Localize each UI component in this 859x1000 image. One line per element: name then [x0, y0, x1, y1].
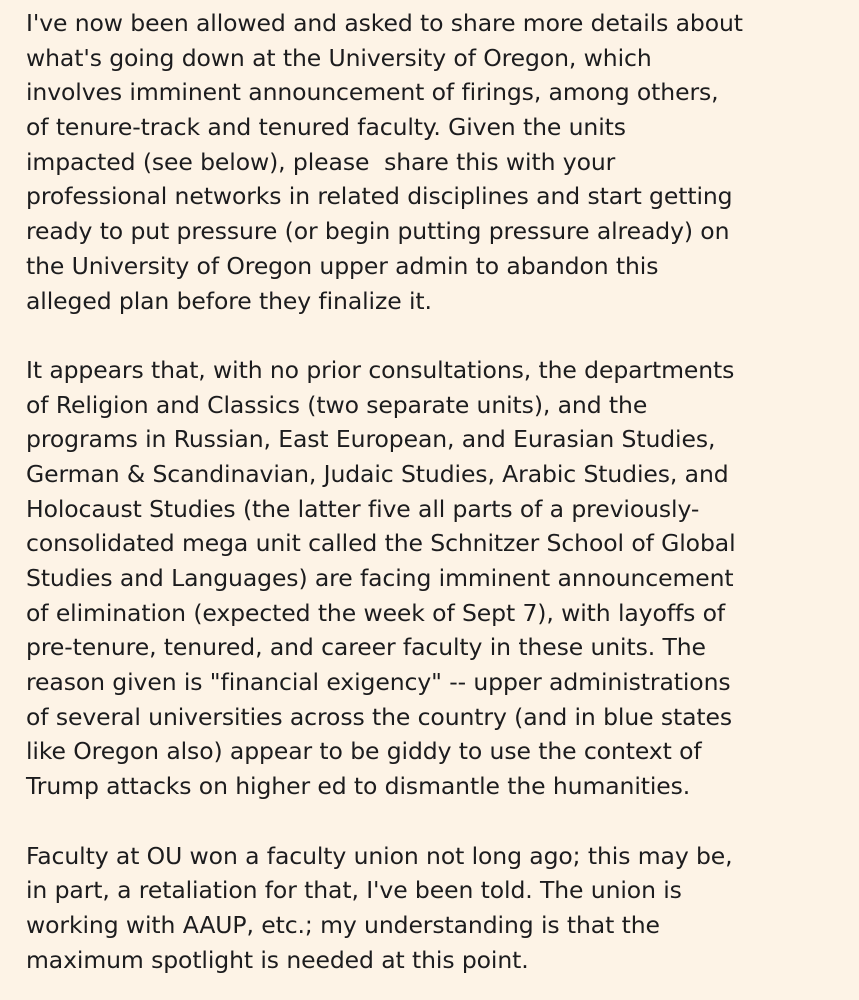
- text-line: working with AAUP, etc.; my understanding is that the: [26, 910, 660, 939]
- text-line: Studies and Languages) are facing imminent announcement: [26, 564, 734, 592]
- text-line: in part, a retaliation for that, I've been told. The union is: [26, 876, 682, 905]
- text-line: German & Scandinavian, Judaic Studies, Arabic Studies, and: [26, 459, 729, 488]
- text-line: of Religion and Classics (two separate units), and the: [26, 390, 648, 419]
- text-line: of elimination (expected the week of Sept 7), with layoffs of: [26, 598, 726, 627]
- paragraph-1: [26, 6, 847, 318]
- text-line: Faculty at OU won a faculty union not long ago; this may be,: [26, 841, 733, 870]
- text-line: Trump attacks on higher ed to dismantle the humanities.: [26, 772, 691, 801]
- text-line: the University of Oregon upper admin to abandon this: [26, 251, 659, 280]
- paragraph-spacer: [26, 318, 847, 353]
- text-line: what's going down at the University of Oregon, which: [26, 43, 652, 72]
- text-line: Holocaust Studies (the latter five all parts of a previously-: [26, 494, 700, 523]
- text-line: of tenure-track and tenured faculty. Given the units: [26, 113, 626, 142]
- text-line: like Oregon also) appear to be giddy to use the context of: [26, 737, 702, 766]
- text-line: I've now been allowed and asked to share more details about: [26, 9, 743, 37]
- paragraph-2: [26, 353, 847, 804]
- text-line: impacted (see below), please share this with your: [26, 147, 616, 176]
- text-line: involves imminent announcement of firings, among others,: [26, 78, 719, 107]
- text-line: ready to put pressure (or begin putting pressure already) on: [26, 217, 730, 246]
- text-line: of several universities across the country (and in blue states: [26, 702, 733, 731]
- text-line: professional networks in related disciplines and start getting: [26, 182, 733, 211]
- paragraph-3: [26, 839, 847, 978]
- text-line: reason given is "financial exigency" -- upper administrations: [26, 668, 731, 697]
- text-line: alleged plan before they finalize it.: [26, 286, 432, 315]
- note-body: [26, 6, 847, 977]
- text-line: consolidated mega unit called the Schnitzer School of Global: [26, 529, 736, 558]
- text-line: programs in Russian, East European, and Eurasian Studies,: [26, 425, 716, 454]
- paragraph-spacer: [26, 804, 847, 839]
- text-line: maximum spotlight is needed at this point.: [26, 945, 529, 974]
- text-line: pre-tenure, tenured, and career faculty in these units. The: [26, 633, 706, 662]
- text-line: It appears that, with no prior consultations, the departments: [26, 355, 735, 384]
